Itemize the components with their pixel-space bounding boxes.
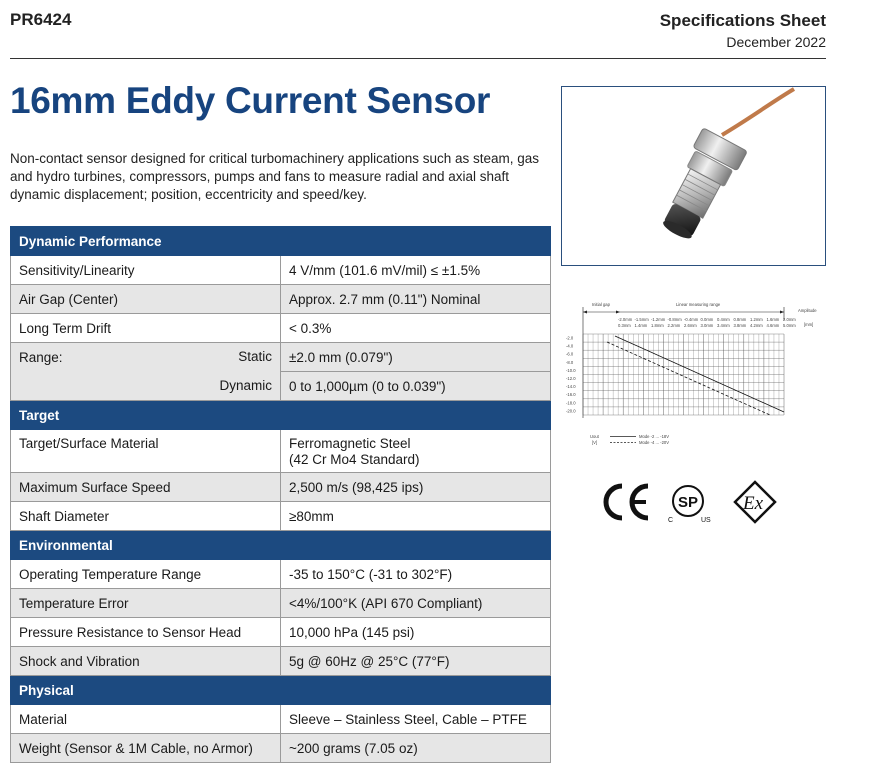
y-tick-label: -18.0 xyxy=(566,400,576,406)
top-tick-label: -0.4mm xyxy=(684,317,699,322)
spec-label: Temperature Error xyxy=(11,589,281,618)
header-divider xyxy=(10,58,826,59)
table-row xyxy=(11,256,551,285)
range-dynamic-label: Dynamic xyxy=(219,377,272,393)
amplitude-unit: [mm] xyxy=(804,322,814,327)
curve-solid xyxy=(615,336,784,412)
ce-mark-icon xyxy=(606,486,648,518)
atex-ex-mark-icon xyxy=(735,482,775,522)
spec-value: 5g @ 60Hz @ 25°C (77°F) xyxy=(281,647,551,676)
spec-value: -35 to 150°C (-31 to 302°F) xyxy=(281,560,551,589)
top-tick-label: 2.2mm xyxy=(667,323,681,328)
linear-range-label: Linear measuring range xyxy=(676,302,721,307)
spec-value: Sleeve – Stainless Steel, Cable – PTFE xyxy=(281,705,551,734)
top-tick-label: 0.0mm xyxy=(700,317,714,322)
csa-c-label: C xyxy=(668,517,674,524)
legend-unit: [V] xyxy=(592,440,598,445)
spec-value: Approx. 2.7 mm (0.11") Nominal xyxy=(281,285,551,314)
range-label: Range: xyxy=(19,349,63,365)
product-photo xyxy=(561,86,826,266)
range-static-value: ±2.0 mm (0.079") xyxy=(281,343,551,372)
spec-value: ~200 grams (7.05 oz) xyxy=(281,734,551,763)
top-tick-label: 0.3mm xyxy=(618,323,631,328)
legend-uout: Uout xyxy=(590,434,599,439)
svg-text:SP: SP xyxy=(678,494,699,511)
certification-marks xyxy=(600,478,800,528)
table-row xyxy=(11,618,551,647)
csa-us-mark-icon xyxy=(668,486,711,524)
spec-label: Target/Surface Material xyxy=(11,430,281,473)
top-tick-label: 0.8mm xyxy=(733,317,747,322)
table-row xyxy=(11,589,551,618)
range-dynamic-value: 0 to 1,000µm (0 to 0.039") xyxy=(281,372,551,401)
spec-value-line: (42 Cr Mo4 Standard) xyxy=(289,452,420,467)
spec-value: ≥80mm xyxy=(281,502,551,531)
table-row xyxy=(11,285,551,314)
top-tick-label: 2.6mm xyxy=(684,323,697,328)
range-dynamic-cell xyxy=(11,372,281,401)
top-tick-label: -0.8mm xyxy=(667,317,682,322)
specifications-table xyxy=(10,226,551,763)
legend-dashed-label: Mode -4 ... -20V xyxy=(639,440,670,445)
page-title: 16mm Eddy Current Sensor xyxy=(10,80,491,121)
top-tick-label: -1.2mm xyxy=(651,317,666,322)
cable xyxy=(722,89,794,135)
table-row xyxy=(11,502,551,531)
y-tick-label: -10.0 xyxy=(566,367,576,373)
spec-value-line: Ferromagnetic Steel xyxy=(289,436,411,451)
legend-solid-label: Mode -2 ... -18V xyxy=(639,434,670,439)
y-tick-label: -2.0 xyxy=(566,335,574,341)
range-static-label: Static xyxy=(238,349,272,364)
top-tick-label: 1.4mm xyxy=(634,323,648,328)
top-tick-label: -2.0mm xyxy=(618,317,633,322)
graph-grid xyxy=(583,334,784,415)
top-tick-label: 1.2mm xyxy=(750,317,763,322)
y-tick-label: -16.0 xyxy=(566,392,576,398)
top-tick-label: 4.6mm xyxy=(766,323,780,328)
y-tick-label: -8.0 xyxy=(566,359,574,365)
top-tick-label: 1.6mm xyxy=(766,317,780,322)
spec-label: Long Term Drift xyxy=(11,314,281,343)
product-description: Non-contact sensor designed for critical turbomachinery applications such as steam, gas and hydro turbines, compressors, pumps and fans to measure radial and axial shaft dynamic displacement; position, eccentricity and speed/key. xyxy=(10,151,540,202)
table-row xyxy=(11,734,551,763)
spec-value: 2,500 m/s (98,425 ips) xyxy=(281,473,551,502)
csa-us-label: US xyxy=(701,517,711,524)
output-characteristic-graph xyxy=(566,298,822,458)
table-row-range-static xyxy=(11,343,551,372)
table-row xyxy=(11,647,551,676)
table-row xyxy=(11,430,551,473)
spec-value: <4%/100°K (API 670 Compliant) xyxy=(281,589,551,618)
initial-gap-label: Initial gap xyxy=(592,302,610,307)
section-header-physical: Physical xyxy=(11,676,551,705)
spec-label: Maximum Surface Speed xyxy=(11,473,281,502)
spec-label: Material xyxy=(11,705,281,734)
y-tick-label: -6.0 xyxy=(566,351,574,357)
y-tick-label: -12.0 xyxy=(566,375,576,381)
table-row xyxy=(11,560,551,589)
top-tick-label: -1.5mm xyxy=(634,317,649,322)
spec-label: Air Gap (Center) xyxy=(11,285,281,314)
top-tick-label: 2.0mm xyxy=(783,317,796,322)
table-row xyxy=(11,314,551,343)
section-header-target: Target xyxy=(11,401,551,430)
top-tick-label: 3.8mm xyxy=(733,323,747,328)
table-row xyxy=(11,473,551,502)
document-type: Specifications Sheet xyxy=(659,11,826,30)
range-label-cell xyxy=(11,343,281,372)
spec-value xyxy=(281,430,551,473)
top-tick-label: 3.0mm xyxy=(700,323,714,328)
y-tick-label: -20.0 xyxy=(566,408,576,414)
table-row xyxy=(11,705,551,734)
table-row-range-dynamic xyxy=(11,372,551,401)
spec-value: 4 V/mm (101.6 mV/mil) ≤ ±1.5% xyxy=(281,256,551,285)
document-date: December 2022 xyxy=(726,34,826,50)
section-header-dynamic-performance: Dynamic Performance xyxy=(11,227,551,256)
spec-label: Operating Temperature Range xyxy=(11,560,281,589)
spec-value: < 0.3% xyxy=(281,314,551,343)
y-tick-label: -14.0 xyxy=(566,384,576,390)
top-tick-label: 3.4mm xyxy=(717,323,730,328)
top-tick-label: 4.2mm xyxy=(750,323,763,328)
spec-label: Pressure Resistance to Sensor Head xyxy=(11,618,281,647)
spec-label: Sensitivity/Linearity xyxy=(11,256,281,285)
spec-label: Shock and Vibration xyxy=(11,647,281,676)
spec-value: 10,000 hPa (145 psi) xyxy=(281,618,551,647)
amplitude-label: Amplitude xyxy=(798,308,817,313)
section-header-environmental: Environmental xyxy=(11,531,551,560)
spec-label: Weight (Sensor & 1M Cable, no Armor) xyxy=(11,734,281,763)
spec-label: Shaft Diameter xyxy=(11,502,281,531)
y-tick-label: -4.0 xyxy=(566,343,574,349)
model-number: PR6424 xyxy=(10,10,72,29)
top-tick-label: 0.4mm xyxy=(717,317,730,322)
top-tick-label: 5.0mm xyxy=(783,323,796,328)
sensor-illustration xyxy=(562,87,827,267)
ex-label: Ex xyxy=(743,493,764,514)
top-tick-label: 1.8mm xyxy=(651,323,664,328)
